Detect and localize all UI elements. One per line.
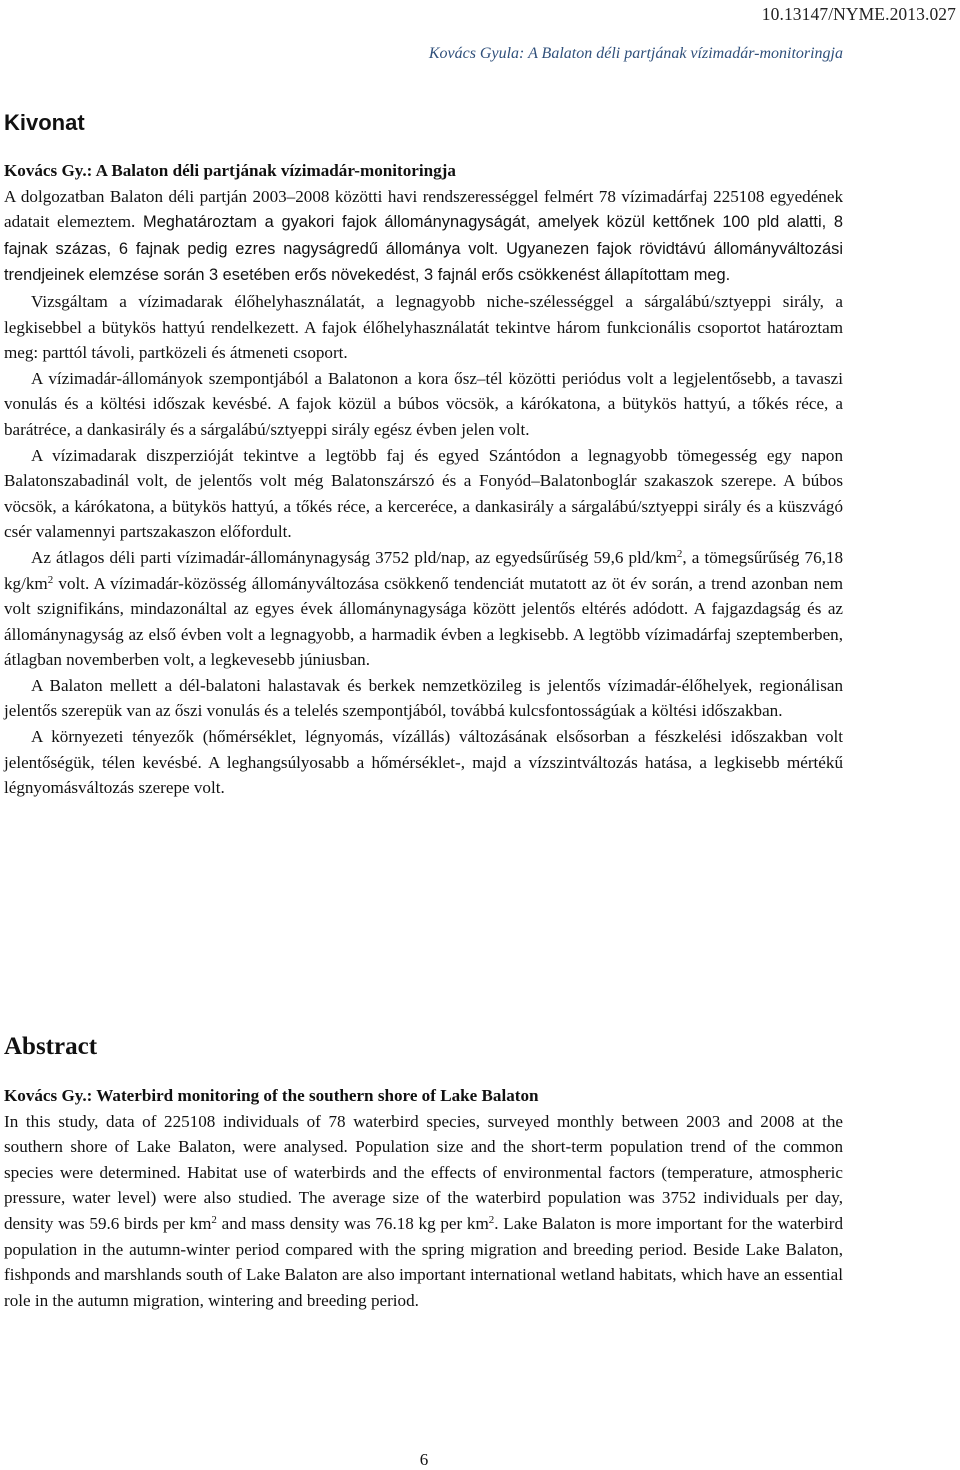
en-c: . Lake Balaton is more important for the waterbird population in the autumn-winter period compared with the spring migration and breeding period. Beside Lake Balaton, fishponds and marshlands south of Lake Balaton are also important international wetland habitats, which have an essential role in the autumn migration, wintering and breeding period.: [4, 1213, 843, 1310]
hungarian-paragraph-1c: Vizsgáltam a vízimadarak élőhelyhasználatát, a legnagyobb niche-szélességgel a sárgalábú/sztyeppi sirály, a legkisebbel a bütykös hattyú rendelkezett. A fajok élőhelyhasználatát tekintve három funkcionális csoportot határoztam meg: parttól távoli, partközeli és átmeneti csoport.: [4, 291, 843, 363]
english-paragraph: [4, 1109, 843, 1314]
en-sup2: 2: [488, 1213, 495, 1226]
en-sup1: 2: [211, 1213, 217, 1226]
hungarian-paragraph-2: A vízimadár-állományok szempontjából a Balatonon a kora ősz–tél közötti periódus volt a legjelentősebb, a tavaszi vonulás és a költési időszak kevésbé. A fajok közül a búbos vöcsök, a kárókatona, a bütykös hattyú, a tőkés réce, a barátréce, a dankasirály és a sárgalábú/sztyeppi sirály egész évben jelen volt.: [4, 368, 843, 439]
en-a: In this study, data of 225108 individuals of 78 waterbird species, surveyed monthly between 2003 and 2008 at the southern shore of Lake Balaton, were analysed. Population size and the short-term population trend of the common species were determined. Habitat use of waterbirds and the effects of environmental factors (temperature, atmospheric pressure, water level) were also studied. The average size of the waterbird population was 3752 individuals per day, density was 59.6 birds per km: [4, 1111, 843, 1233]
doi-identifier: 10.13147/NYME.2013.027: [761, 4, 956, 24]
running-head: Kovács Gyula: A Balaton déli partjának vízimadár-monitoringja: [428, 45, 843, 62]
hu-p1-b: Meghatároztam a gyakori fajok állománynagyságát, amelyek közül kettőnek 100 pld alatti, 8 fajnak százas, 6 fajnak pedig ezres nagyságredű állománya volt. Ugyanezen fajok rövidtávú állományváltozási trendjeinek elemzése során 3 esetében erős növekedést, 3 fajnál erős csökkenést állapítottam meg.: [4, 213, 844, 285]
abstract-heading: Abstract: [4, 1033, 98, 1060]
english-abstract: [4, 1083, 843, 1313]
hu-p4-sup2: 2: [47, 573, 54, 586]
hu-p4-sup1: 2: [676, 547, 683, 560]
hungarian-abstract: [4, 158, 843, 801]
hu-p4-a: Az átlagos déli parti vízimadár-állománynagyság 3752 pld/nap, az egyedsűrűség 59,6 pld/km: [31, 547, 677, 567]
english-title: Kovács Gy.: Waterbird monitoring of the southern shore of Lake Balaton: [4, 1086, 539, 1105]
hu-p1-a: A dolgozatban Balaton déli partján 2003–2008 közötti havi rendszerességgel felmért 78 vízimadárfaj 225108 egyedének adatait elemeztem.: [4, 186, 843, 232]
hungarian-title: Kovács Gy.: A Balaton déli partjának vízimadár-monitoringja: [4, 161, 456, 180]
hungarian-paragraph-4: [4, 545, 843, 673]
hungarian-paragraph-5: A Balaton mellett a dél-balatoni halastavak és berkek nemzetközileg is jelentős vízimadár-élőhelyek, regionálisan jelentős szerepük van az őszi vonulás és a telelés szempontjából, továbbá kulcsfontosságúak a költési időszakban.: [4, 675, 843, 721]
hungarian-paragraph-1: [4, 184, 843, 289]
hu-p4-c: volt. A vízimadár-közösség állományváltozása csökkenő tendenciát mutatott az öt év során, a trend azonban nem volt szignifikáns, mindazonáltal az egyes évek állománynagysága között jelentős eltérés adódott. A fajgazdagság és az állománynagyság az első évben volt a legnagyobb, a harmadik évben a legkisebb. A legtöbb vízimadárfaj szeptemberben, átlagban novemberben volt, a legkevesebb júniusban.: [4, 573, 843, 670]
page-number: 6: [419, 1450, 429, 1469]
hu-p4-b: , a tömegsűrűség 76,18 kg/km: [4, 547, 843, 593]
kivonat-heading: Kivonat: [4, 110, 85, 135]
en-b: and mass density was 76.18 kg per km: [216, 1213, 489, 1233]
hungarian-paragraph-3: A vízimadarak diszperzióját tekintve a legtöbb faj és egyed Szántódon a legnagyobb tömegesség egy napon Balatonszabadinál volt, de jelentős volt még Balatonszárszó és a Fonyód–Balatonboglár szakaszok szerepe. A búbos vöcsök, a kárókatona, a bütykös hattyú, a tőkés réce, a kerceréce, a dankasirály a sárgalábú/sztyeppi sirály és a küszvágó csér valamennyi partszakaszon előfordult.: [4, 445, 843, 542]
hungarian-paragraph-6: A környezeti tényezők (hőmérséklet, légnyomás, vízállás) változásának elsősorban a fészkelési időszakban volt jelentőségük, télen kevésbé. A leghangsúlyosabb a hőmérséklet-, majd a vízszintváltozás hatása, a legkisebb mértékű légnyomásváltozás szerepe volt.: [4, 727, 843, 798]
